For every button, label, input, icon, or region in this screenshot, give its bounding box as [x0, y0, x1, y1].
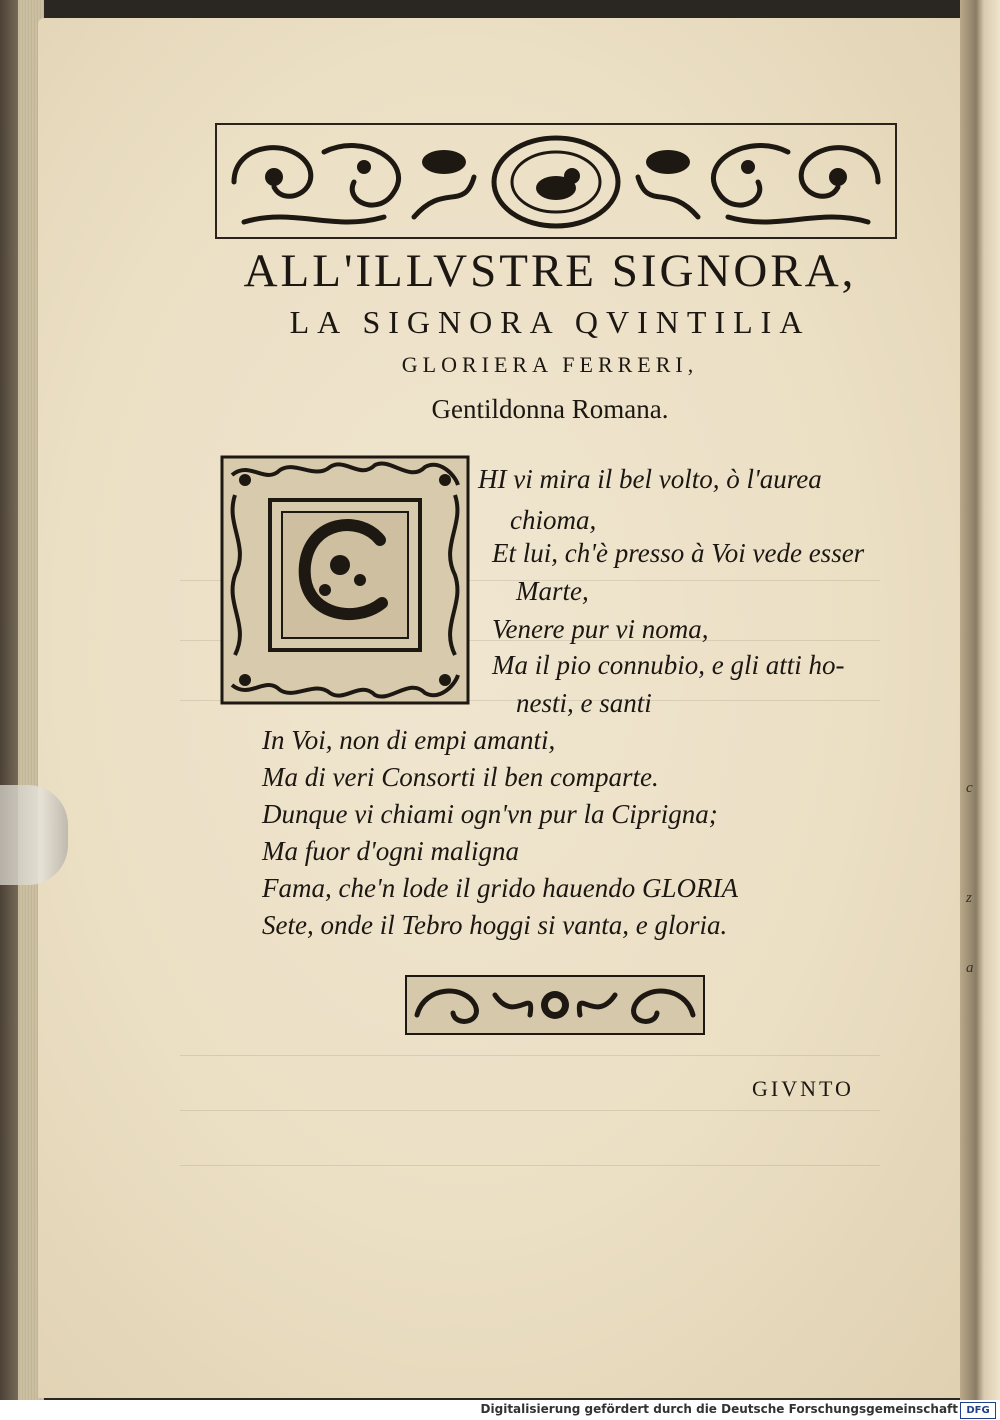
facing-page-fragment: c [966, 780, 973, 796]
show-through-line [180, 1165, 880, 1166]
catchword: GIVNTO [752, 1076, 854, 1101]
show-through-line [180, 1055, 880, 1056]
poem-line: HI vi mira il bel volto, ò l'aurea [478, 464, 822, 494]
poem-line: chioma, [510, 505, 597, 535]
poem-line: Marte, [516, 576, 589, 606]
poem-line: Dunque vi chiami ogn'vn pur la Ciprigna; [262, 799, 718, 829]
ornamental-headpiece-icon [214, 122, 898, 240]
facing-page-fragment: z [966, 890, 972, 906]
show-through-line [180, 1110, 880, 1111]
decorated-initial-c-icon [220, 455, 470, 705]
dedication-line-3: GLORIERA FERRERI, [401, 352, 699, 377]
poem-line: Et lui, ch'è presso à Voi vede esser [492, 538, 865, 568]
poem-line: Ma di veri Consorti il ben comparte. [262, 762, 659, 792]
poem-line: nesti, e santi [516, 688, 652, 718]
facing-page-fragment: a [966, 960, 974, 976]
page-clip [0, 785, 68, 885]
poem-line: Fama, che'n lode il grido hauendo GLORIA [262, 873, 738, 903]
ornamental-tailpiece-icon [405, 975, 705, 1035]
poem-line: Ma il pio connubio, e gli atti ho- [492, 650, 845, 680]
poem-line: Sete, onde il Tebro hoggi si vanta, e gloria. [262, 910, 728, 940]
dedication-line-1: ALL'ILLVSTRE SIGNORA, [243, 245, 857, 297]
poem-line: In Voi, non di empi amanti, [262, 725, 556, 755]
dedication-line-4: Gentildonna Romana. [431, 394, 669, 424]
poem-line: Venere pur vi noma, [492, 614, 709, 644]
footer-credit: Digitalisierung gefördert durch die Deutsche Forschungsgemeinschaft [480, 1402, 958, 1416]
dedication-line-2: LA SIGNORA QVINTILIA [289, 304, 811, 340]
digitization-footer [0, 1400, 1000, 1420]
poem-line: Ma fuor d'ogni maligna [262, 836, 520, 866]
dfg-logo-icon: DFG [960, 1402, 996, 1419]
book-gutter [960, 0, 1000, 1400]
